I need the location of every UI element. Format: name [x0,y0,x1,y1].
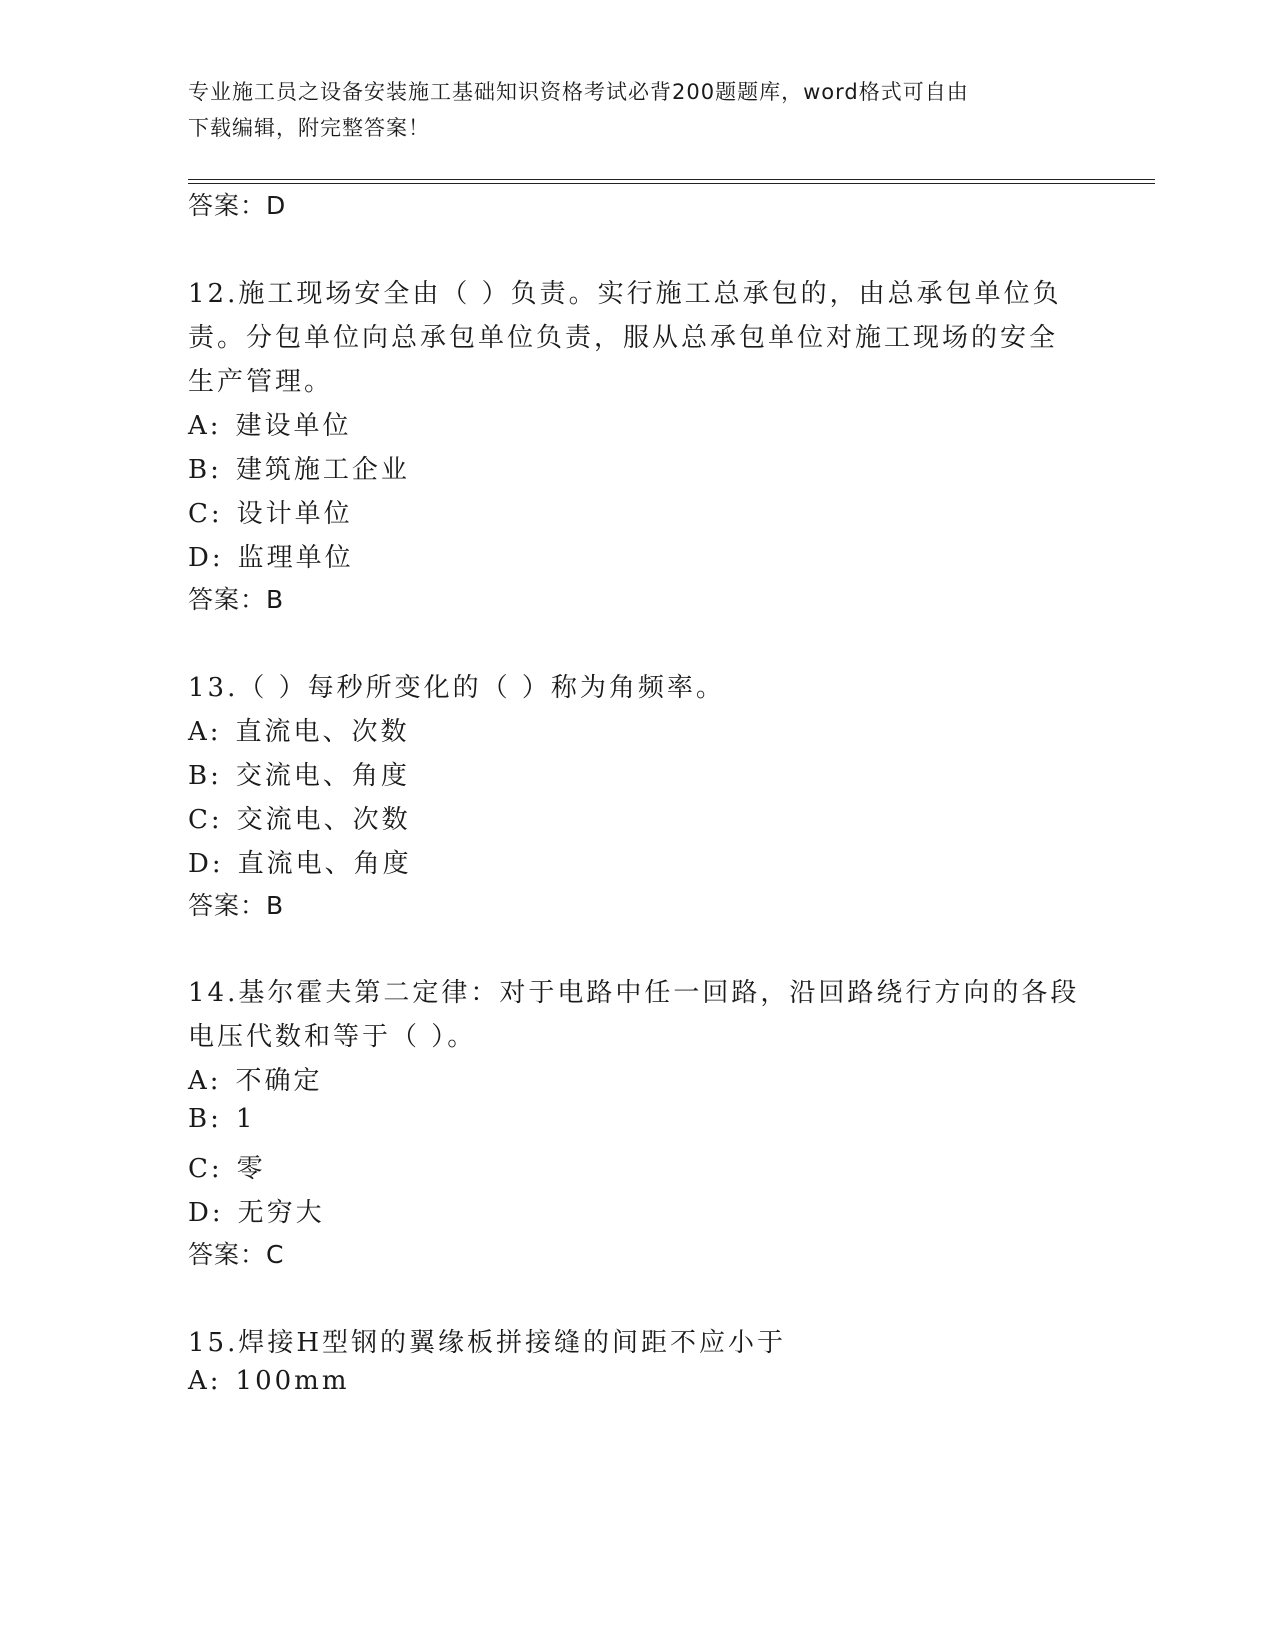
option-text: 建筑施工企业 [235,455,410,485]
document-header [188,74,1088,146]
question-12-option-a [188,405,352,442]
option-key: D: [188,1198,224,1228]
question-12-option-b [188,449,410,486]
question-14-answer: 答案：C [188,1240,285,1269]
option-text: 100mm [235,1366,350,1396]
question-13-line-1: 13.（ ）每秒所变化的（ ）称为角频率。 [188,673,725,703]
question-14-option-d [188,1192,325,1229]
option-text: 设计单位 [236,499,353,529]
header-line-1: 专业施工员之设备安装施工基础知识资格考试必背200题题库，word格式可自由 [188,80,969,104]
option-key: C: [188,499,223,529]
question-14-line-2: 电压代数和等于（ ）。 [188,1022,477,1052]
option-text: 零 [236,1154,266,1184]
option-key: B: [188,455,222,485]
question-15-option-a [188,1366,349,1396]
option-key: D: [188,543,224,573]
option-key: A: [188,1066,222,1096]
option-text: 监理单位 [237,543,354,573]
option-key: A: [188,411,222,441]
option-text: 直流电、次数 [235,717,410,747]
option-key: D: [188,849,224,879]
option-key: A: [188,717,222,747]
question-12-line-3: 生产管理。 [188,367,334,397]
option-text: 交流电、角度 [235,761,410,791]
option-text: 无穷大 [237,1198,325,1228]
question-13-option-a [188,711,410,748]
option-key: C: [188,1154,223,1184]
option-key: C: [188,805,223,835]
option-text: 交流电、次数 [236,805,411,835]
option-key: B: [188,1104,222,1134]
question-13-answer: 答案：B [188,891,285,920]
question-12-option-c [188,493,353,530]
option-key: A: [188,1366,222,1396]
option-key: B: [188,761,222,791]
question-13-option-d [188,843,412,880]
question-14-option-c [188,1148,266,1185]
question-12-answer: 答案：B [188,585,285,614]
question-14-option-a [188,1060,323,1097]
previous-answer: 答案：D [188,191,287,220]
header-divider-top [188,179,1155,180]
option-text: 直流电、角度 [237,849,412,879]
question-15-line-1: 15.焊接H型钢的翼缘板拼接缝的间距不应小于 [188,1328,787,1358]
question-14-line-1: 14.基尔霍夫第二定律：对于电路中任一回路，沿回路绕行方向的各段 [188,978,1080,1008]
option-text: 不确定 [235,1066,323,1096]
header-line-2: 下载编辑，附完整答案！ [188,116,430,140]
question-12-line-1: 12.施工现场安全由（ ）负责。实行施工总承包的，由总承包单位负 [188,279,1062,309]
question-13-option-c [188,799,411,836]
question-12-option-d [188,537,354,574]
option-text: 建设单位 [235,411,352,441]
question-14-option-b [188,1104,255,1134]
question-13-option-b [188,755,410,792]
header-divider-bottom [188,183,1155,184]
question-12-line-2: 责。分包单位向总承包单位负责，服从总承包单位对施工现场的安全 [188,323,1059,353]
option-text: 1 [235,1104,256,1134]
